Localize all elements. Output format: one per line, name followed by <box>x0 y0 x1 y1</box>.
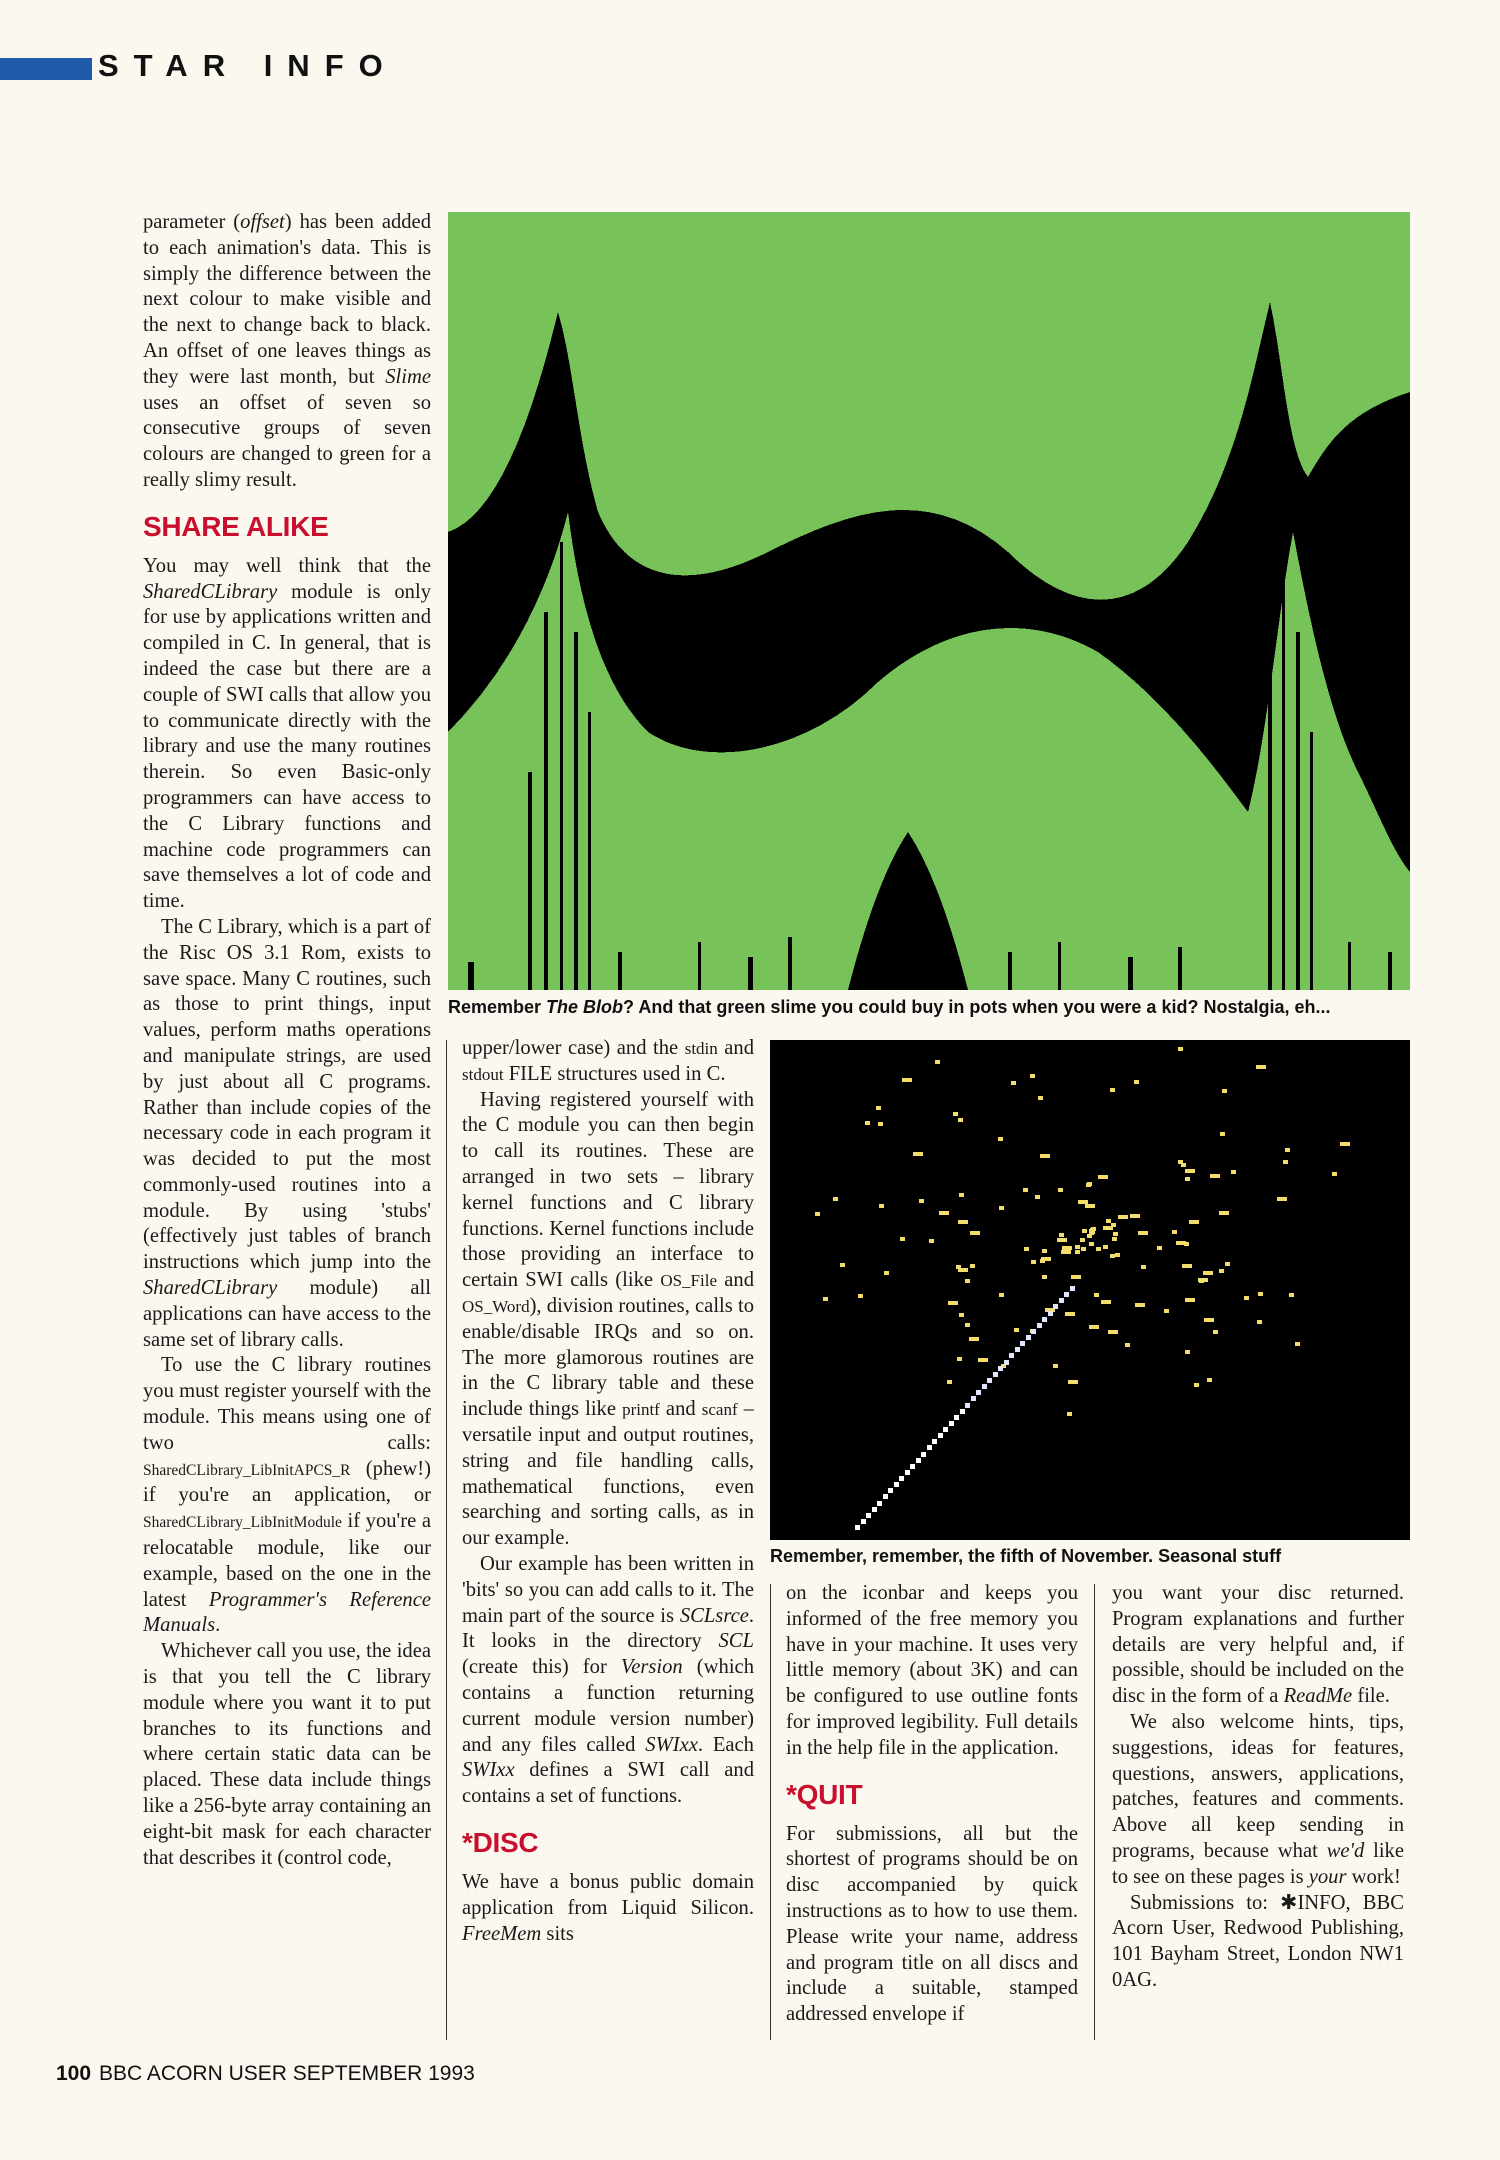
rocket-trail-dot <box>1037 1323 1042 1328</box>
rocket-trail-dot <box>1015 1347 1020 1352</box>
paragraph: upper/lower case) and the stdin and stdout FILE structures used in C. <box>462 1037 754 1085</box>
rocket-trail-dot <box>943 1427 948 1432</box>
paragraph: For submissions, all but the shortest of programs should be on disc accompanied by quick instructions as to how to use them. Please write your name, address and program title on all discs and include a suitable, stamped addressed envelope if <box>786 1822 1078 2026</box>
firework-spark <box>913 1152 923 1156</box>
section-title: STAR INFO <box>98 48 398 83</box>
rocket-trail-dot <box>982 1384 987 1389</box>
rocket-trail-dot <box>894 1482 899 1487</box>
firework-spark <box>900 1237 905 1241</box>
firework-spark <box>998 1137 1003 1141</box>
firework-spark <box>1222 1089 1227 1093</box>
firework-spark <box>948 1301 958 1305</box>
firework-spark <box>1014 1328 1019 1332</box>
page-number: 100 <box>56 2062 92 2085</box>
rocket-trail-dot <box>998 1366 1003 1371</box>
section-heading-disc: *DISC <box>462 1826 539 1858</box>
firework-spark <box>1115 1253 1120 1257</box>
fireworks-image <box>770 1040 1410 1540</box>
firework-spark <box>1031 1260 1036 1264</box>
firework-spark <box>1277 1197 1287 1201</box>
firework-spark <box>1285 1148 1290 1152</box>
firework-spark <box>1057 1238 1067 1242</box>
firework-spark <box>965 1279 970 1283</box>
firework-spark <box>1082 1229 1087 1233</box>
firework-spark <box>1035 1195 1040 1199</box>
firework-spark <box>1108 1330 1118 1334</box>
rocket-trail-dot <box>965 1403 970 1408</box>
firework-spark <box>1178 1047 1183 1051</box>
firework-spark <box>999 1293 1004 1297</box>
firework-spark <box>999 1206 1004 1210</box>
firework-spark <box>1078 1200 1088 1204</box>
firework-spark <box>1220 1132 1225 1136</box>
paragraph: Our example has been written in 'bits' so you can add calls to it. The main part of the source is SCLsrce. It looks in the directory SCL (create this) for Version (which contains a function returning current module version number) and any files called SWIxx. Each SWIxx defines a SWI call and contains a set of functions. <box>462 1552 754 1808</box>
column-rule <box>770 1584 771 2040</box>
firework-spark <box>1203 1271 1213 1275</box>
paragraph: parameter (offset) has been added to each animation's data. This is simply the difference between the next colour to make visible and the next to change back to black. An offset of one leaves things as they were last month, but Slime uses an offset of seven so consecutive groups of seven colours are changed to green for a really slimy result. <box>143 211 431 491</box>
firework-spark <box>1042 1275 1047 1279</box>
firework-spark <box>1130 1214 1140 1218</box>
firework-spark <box>1053 1364 1058 1368</box>
firework-spark <box>865 1121 870 1125</box>
firework-spark <box>1081 1247 1086 1251</box>
firework-spark <box>1062 1246 1072 1250</box>
rocket-trail-dot <box>872 1507 877 1512</box>
rocket-trail-dot <box>1059 1298 1064 1303</box>
firework-spark <box>958 1118 963 1122</box>
firework-spark <box>858 1294 863 1298</box>
firework-spark <box>1185 1350 1190 1354</box>
rocket-trail-dot <box>932 1439 937 1444</box>
paragraph: you want your disc returned. Program explanations and further details are very helpful and, if possible, should be included on the disc in the form of a ReadMe file. <box>1112 1582 1404 1708</box>
firework-spark <box>1030 1074 1035 1078</box>
firework-spark <box>1185 1298 1195 1302</box>
firework-spark <box>1096 1247 1101 1251</box>
rocket-trail-dot <box>899 1476 904 1481</box>
firework-spark <box>878 1122 883 1126</box>
firework-spark <box>1075 1250 1080 1254</box>
firework-spark <box>1141 1265 1146 1269</box>
firework-spark <box>1067 1412 1072 1416</box>
firework-spark <box>1258 1292 1263 1296</box>
firework-spark <box>823 1297 828 1301</box>
firework-spark <box>1178 1160 1183 1164</box>
firework-spark <box>939 1211 949 1215</box>
firework-spark <box>833 1197 838 1201</box>
rocket-trail-dot <box>888 1488 893 1493</box>
firework-spark <box>1098 1175 1108 1179</box>
fireworks-screenshot <box>770 1040 1410 1540</box>
rocket-trail-dot <box>987 1378 992 1383</box>
column-3 <box>786 1581 1078 2028</box>
firework-spark <box>947 1380 952 1384</box>
firework-spark <box>959 1193 964 1197</box>
firework-spark <box>1071 1275 1081 1279</box>
firework-spark <box>1101 1300 1111 1304</box>
rocket-trail-dot <box>1009 1353 1014 1358</box>
firework-spark <box>1080 1238 1085 1242</box>
rocket-trail-dot <box>883 1494 888 1499</box>
column-rule <box>1094 1584 1095 2040</box>
firework-spark <box>1219 1269 1224 1273</box>
firework-spark <box>929 1239 934 1243</box>
firework-spark <box>1038 1096 1043 1100</box>
rocket-trail-dot <box>993 1372 998 1377</box>
rocket-trail-dot <box>1053 1304 1058 1309</box>
firework-spark <box>1106 1219 1111 1223</box>
section-heading-share-alike: SHARE ALIKE <box>143 510 329 542</box>
firework-spark <box>1295 1342 1300 1346</box>
firework-spark <box>1085 1204 1095 1208</box>
firework-spark <box>1061 1250 1071 1254</box>
firework-spark <box>1189 1220 1199 1224</box>
firework-spark <box>970 1264 975 1268</box>
firework-spark <box>1103 1245 1108 1249</box>
firework-spark <box>1182 1264 1192 1268</box>
rocket-trail-dot <box>861 1519 866 1524</box>
figure-1-caption: Remember The Blob? And that green slime you could buy in pots when you were a kid? Nostalgia, eh... <box>448 997 1331 1017</box>
paragraph: The C Library, which is a part of the Risc OS 3.1 Rom, exists to save space. Many C routines, such as those to print things, input values, perform maths operations and manipulate strings, are used by just about all C programs. Rather than include copies of the necessary code in each program it was decided to put the most commonly-used routines into a module. By using 'stubs' (effectively just tables of branch instructions which jump into the SharedCLibrary module) all applications can have access to the same set of library calls. <box>143 915 431 1351</box>
firework-spark <box>1231 1170 1236 1174</box>
firework-spark <box>1068 1380 1078 1384</box>
column-2 <box>462 1036 754 1947</box>
paragraph: Submissions to: ✱INFO, BBC Acorn User, Redwood Publishing, 101 Bayham Street, London NW1 0AG. <box>1112 1891 1404 1991</box>
firework-spark <box>1283 1160 1288 1164</box>
firework-spark <box>1091 1227 1096 1231</box>
rocket-trail-dot <box>1031 1329 1036 1334</box>
green-slime-image <box>448 212 1410 990</box>
firework-spark <box>1110 1254 1115 1258</box>
paragraph: Having registered yourself with the C module you can then begin to call its routines. These are arranged in two sets – library kernel functions and C library functions. Kernel functions include those providing an interface to certain SWI calls (like OS_File and OS_Word), division routines, calls to enable/disable IRQs and so on. The more glamorous routines are in the C library table and these include things like printf and scanf – versatile input and output routines, string and file handling calls, mathematical functions, even searching and sorting calls, as in our example. <box>462 1088 754 1550</box>
firework-spark <box>1219 1211 1229 1215</box>
header-color-bar <box>0 58 92 80</box>
firework-spark <box>970 1231 980 1235</box>
firework-spark <box>1110 1088 1115 1092</box>
paragraph: To use the C library routines you must register yourself with the module. This means using one of two calls: SharedCLibrary_LibInitAPCS_R (phew!) if you're an application, or SharedCLibrary_LibInitModule if you're a relocatable module, like our example, based on the one in the latest Programmer's Reference Manuals. <box>143 1354 431 1637</box>
firework-spark <box>1011 1081 1016 1085</box>
firework-spark <box>902 1078 912 1082</box>
firework-spark <box>978 1358 988 1362</box>
firework-spark <box>1065 1312 1075 1316</box>
paragraph: Whichever call you use, the idea is that you tell the C library module where you want it to put branches to its functions and where certain static data can be placed. These data include things like a 256-byte array containing an eight-bit mask for each character that describes it (control code, <box>143 1640 431 1869</box>
firework-spark <box>1113 1232 1118 1236</box>
firework-spark <box>815 1212 820 1216</box>
rocket-trail-dot <box>877 1501 882 1506</box>
paragraph: You may well think that the SharedCLibrary module is only for use by applications written and compiled in C. In general, that is indeed the case but there are a couple of SWI calls that allow you to communicate directly with the library and use the many routines therein. So even Basic-only programmers can have access to the C Library functions and machine code programmers can save themselves a lot of code and time. <box>143 554 431 913</box>
firework-spark <box>1194 1383 1199 1387</box>
firework-spark <box>1058 1188 1063 1192</box>
firework-spark <box>876 1106 881 1110</box>
firework-spark <box>1075 1245 1080 1249</box>
rocket-trail-dot <box>916 1458 921 1463</box>
footer-publication: BBC ACORN USER SEPTEMBER 1993 <box>99 2062 475 2085</box>
firework-spark <box>957 1357 962 1361</box>
firework-spark <box>1332 1172 1337 1176</box>
firework-spark <box>879 1204 884 1208</box>
rocket-trail-dot <box>960 1409 965 1414</box>
section-heading-quit: *QUIT <box>786 1778 863 1810</box>
firework-spark <box>953 1112 958 1116</box>
rocket-trail-dot <box>910 1464 915 1469</box>
rocket-trail-dot <box>866 1513 871 1518</box>
rocket-trail-dot <box>1048 1311 1053 1316</box>
page-footer <box>56 2062 475 2086</box>
firework-spark <box>1289 1293 1294 1297</box>
firework-spark <box>956 1265 961 1269</box>
firework-spark <box>958 1220 968 1224</box>
rocket-trail-dot <box>954 1415 959 1420</box>
firework-spark <box>1185 1177 1190 1181</box>
firework-spark <box>935 1060 940 1064</box>
firework-spark <box>969 1337 979 1341</box>
rocket-trail-dot <box>1070 1286 1075 1291</box>
paragraph: on the iconbar and keeps you informed of the free memory you have in your machine. It uses very little memory (about 3K) and can be configured to use outline fonts for improved legibility. Full details in the help file in the application. <box>786 1582 1078 1759</box>
firework-spark <box>1185 1169 1195 1173</box>
firework-spark <box>1023 1188 1028 1192</box>
rocket-trail-dot <box>949 1421 954 1426</box>
column-rule <box>446 1040 447 2040</box>
column-4 <box>1112 1581 1404 1994</box>
firework-spark <box>1094 1293 1099 1297</box>
firework-spark <box>965 1323 970 1327</box>
firework-spark <box>1112 1237 1117 1241</box>
rocket-trail-dot <box>976 1390 981 1395</box>
firework-spark <box>840 1263 845 1267</box>
firework-spark <box>1024 1247 1029 1251</box>
rocket-trail-dot <box>1020 1341 1025 1346</box>
figure-2-caption: Remember, remember, the fifth of November. Seasonal stuff <box>770 1546 1282 1566</box>
rocket-trail-dot <box>1042 1317 1047 1322</box>
paragraph: We have a bonus public domain application from Liquid Silicon. FreeMem sits <box>462 1870 754 1945</box>
rocket-trail-dot <box>1026 1335 1031 1340</box>
firework-spark <box>1118 1215 1128 1219</box>
firework-spark <box>1172 1230 1177 1234</box>
rocket-trail-dot <box>855 1525 860 1530</box>
firework-spark <box>1204 1318 1214 1322</box>
rocket-trail-dot <box>905 1470 910 1475</box>
firework-spark <box>1256 1065 1266 1069</box>
column-1 <box>143 210 431 1871</box>
rocket-trail-dot <box>1004 1360 1009 1365</box>
firework-spark <box>1138 1231 1148 1235</box>
rocket-trail-dot <box>921 1452 926 1457</box>
firework-spark <box>1059 1233 1064 1237</box>
blob-screenshot <box>448 212 1410 990</box>
firework-spark <box>1164 1309 1169 1313</box>
firework-spark <box>1207 1378 1212 1382</box>
firework-spark <box>1134 1080 1139 1084</box>
firework-spark <box>1040 1259 1045 1263</box>
firework-spark <box>1125 1343 1130 1347</box>
firework-spark <box>1157 1246 1162 1250</box>
firework-spark <box>1135 1303 1145 1307</box>
rocket-trail-dot <box>1064 1292 1069 1297</box>
firework-spark <box>1340 1142 1350 1146</box>
firework-spark <box>1042 1249 1047 1253</box>
firework-spark <box>1089 1325 1099 1329</box>
firework-spark <box>1257 1320 1262 1324</box>
firework-spark <box>1089 1242 1094 1246</box>
firework-spark <box>919 1199 924 1203</box>
paragraph: We also welcome hints, tips, suggestions, ideas for features, questions, answers, applications, patches, features and comments. Above all keep sending in programs, because what we'd like to see on these pages is your work! <box>1112 1710 1404 1888</box>
firework-spark <box>1086 1183 1091 1187</box>
firework-spark <box>1111 1223 1116 1227</box>
rocket-trail-dot <box>938 1433 943 1438</box>
firework-spark <box>1210 1174 1220 1178</box>
firework-spark <box>959 1313 964 1317</box>
firework-spark <box>1225 1262 1230 1266</box>
firework-spark <box>1213 1330 1218 1334</box>
firework-spark <box>1040 1154 1050 1158</box>
firework-spark <box>1198 1278 1208 1282</box>
firework-spark <box>1244 1296 1249 1300</box>
firework-spark <box>884 1271 889 1275</box>
firework-spark <box>1184 1242 1189 1246</box>
rocket-trail-dot <box>927 1445 932 1450</box>
rocket-trail-dot <box>971 1396 976 1401</box>
